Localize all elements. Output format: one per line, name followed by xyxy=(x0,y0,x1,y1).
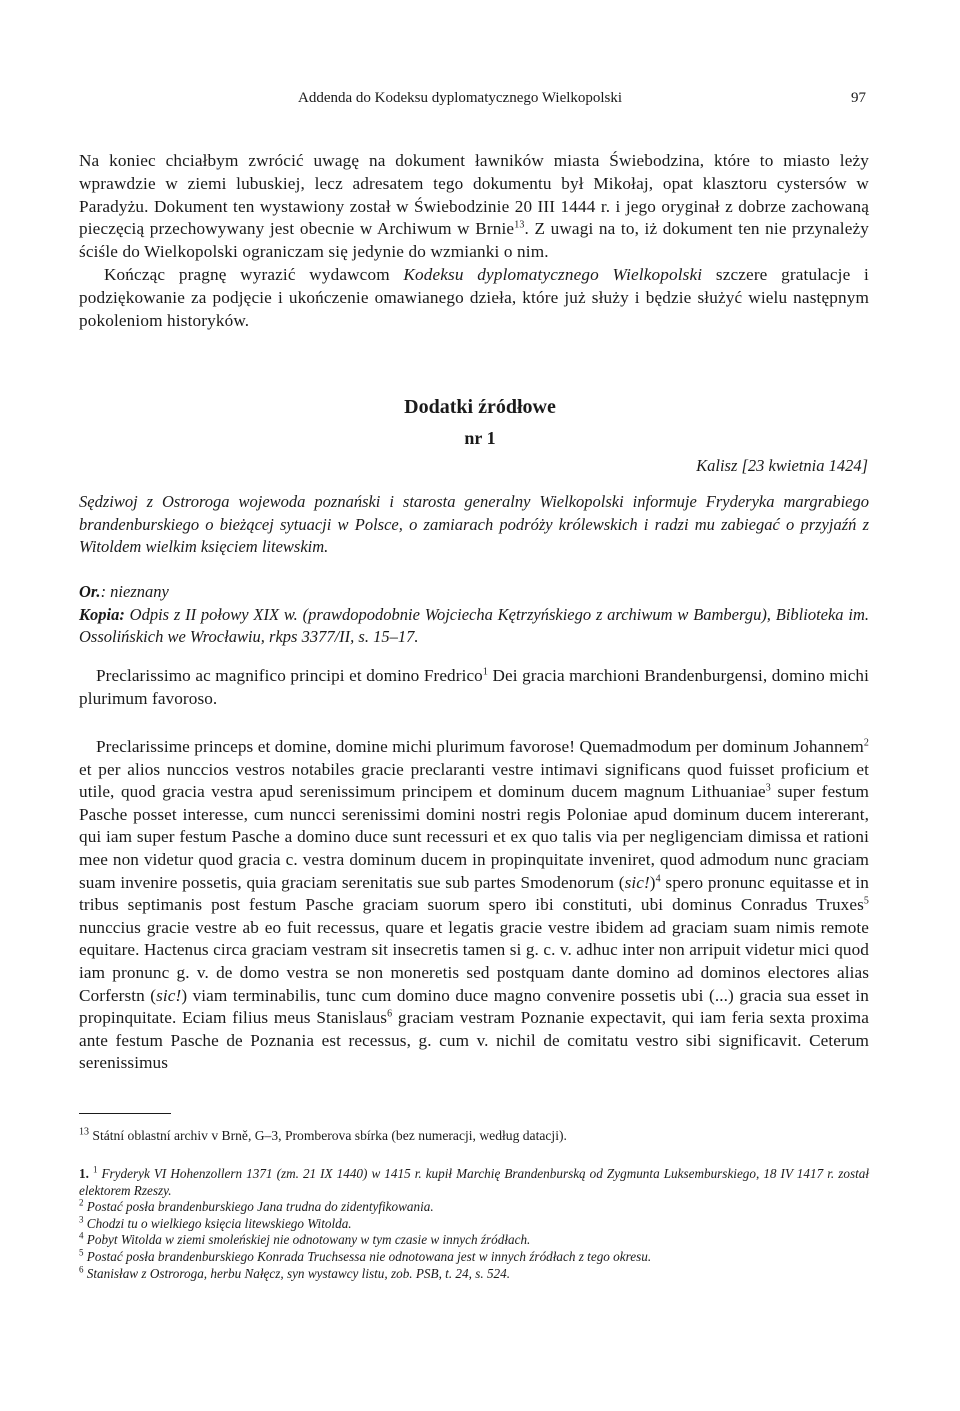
letter-body-part-b: et per alios nunccios vestros notabiles gracie preclaranti vestre intimavi significans quod fuisset proficium et utile, quod gracia vestra apud serenissimum principem et dominum ducem magnum Lithuaniae xyxy=(79,759,869,802)
note-6-number: 6 xyxy=(79,1264,84,1275)
note-5-number: 5 xyxy=(79,1247,84,1258)
footnote-ref-2: 2 xyxy=(863,737,869,749)
note-4-number: 4 xyxy=(79,1230,84,1241)
letter-body-part-e: spero pronunc equitasse et in tribus septimanis post festum Pasche graciam suorum spero ibi constituti, ubi dominus Conradus Truxes xyxy=(79,872,869,915)
note-1 xyxy=(79,1166,869,1199)
note-2 xyxy=(79,1199,869,1216)
original-label: Or. xyxy=(79,582,101,601)
document-number: nr 1 xyxy=(464,428,496,448)
copy-value: Odpis z II połowy XIX w. (prawdopodobnie Wojciecha Kętrzyńskiego z archiwum w Bambergu), Biblioteka im. Ossolińskich we Wrocławiu, rkps 3377/II, s. 15–17. xyxy=(79,604,869,646)
note-2-text: Postać posła brandenburskiego Jana trudna do zidentyfikowania. xyxy=(83,1199,434,1215)
note-3 xyxy=(79,1216,869,1233)
section-heading: Dodatki źródłowe xyxy=(404,396,556,418)
intro-p2-book-title: Kodeksu dyplomatycznego Wielkopolski xyxy=(403,264,703,284)
intro-paragraph-2 xyxy=(79,264,869,332)
letter-body-part-f: nunccius gracie vestre ab eo fuit recessus, quare et legatis gracie vestre ibidem ad graciam suam nimis remote equitare. Hactenus circa graciam vestram sit insecretis tamen si g. c. v. adhuc inter non arripuit videtur mici quod iam pronunc g. v. de domo vestra se non moneretis sed postquam dante domino ad dominos electores alias Corferstn ( xyxy=(79,917,869,1005)
footnote-13-number: 13 xyxy=(79,1126,89,1138)
note-3-number: 3 xyxy=(79,1214,84,1225)
letter-body-part-c: super festum Pasche posset interesse, cum nuncci serenissimi domini nostri regis Poloniae apud dominum ducem intererant, qui iam super festum Pasche a domino duce sunt recessuri et ex quo talis via per negligenciam dimissa et rationi mee non videtur quod gracia c. vestra dominum ducem in propinquitate inveniret, quod admodum nunc graciam suam invenire possetis, quia graciam serenitatis sue sub partes Smodenorum ( xyxy=(79,782,869,892)
regest: Sędziwoj z Ostroroga wojewoda poznański i starosta generalny Wielkopolski informuje Fryderyka margrabiego brandenburskiego o bieżącej sytuacji w Polsce, o zamiarach podróży królewskich i radzi mu zabiegać o przyjaźń z Witoldem wielkim księciem litewskim. xyxy=(79,492,869,556)
intro-p2-start: Kończąc pragnę wyrazić wydawcom xyxy=(104,264,404,284)
letter-body-part-a: Preclarissime princeps et domine, domine michi plurimum favorose! Quemadmodum per dominum Johannem xyxy=(96,737,864,756)
footnote-ref-1: 1 xyxy=(482,666,488,678)
letter-body-part-g: ) viam terminabilis, tunc cum domino duce magno convenire possetis ubi (...) gracia sua esset in propinquitate. Eciam filius meus Stanislaus xyxy=(79,985,869,1028)
letter-body-part-d: ) xyxy=(649,872,656,892)
page-number: 97 xyxy=(851,90,866,106)
letter-address-start: Preclarissimo ac magnifico principi et domino Fredrico xyxy=(96,666,483,685)
intro-p2-end: szczere gratulacje i podziękowanie za podjęcie i ukończenie omawianego dzieła, które już służy i będzie służyć wielu następnym pokoleniom historyków. xyxy=(79,264,869,330)
footnote-ref-13: 13 xyxy=(514,219,525,231)
note-2-number: 2 xyxy=(79,1197,84,1208)
edition-notes xyxy=(79,1166,869,1282)
footnote-13 xyxy=(79,1127,879,1145)
letter-body-part-h: graciam vestram Poznanie expectavit, qui iam feria sexta proxima ante festum Pasche de Poznania est recessus, g. cum v. nichil de comitatu vestro sibi significavit. Ceterum serenissimus xyxy=(79,1008,869,1073)
footnote-rule xyxy=(79,1113,171,1114)
letter-address xyxy=(79,665,869,710)
running-title: Addenda do Kodeksu dyplomatycznego Wielkopolski xyxy=(298,90,623,106)
note-6 xyxy=(79,1266,869,1283)
dateline: Kalisz [23 kwietnia 1424] xyxy=(696,456,868,475)
letter-body xyxy=(79,736,869,1075)
copy-label: Kopia: xyxy=(79,604,125,624)
letter-address-end: Dei gracia marchioni Brandenburgensi, domino michi plurimum favoroso. xyxy=(79,666,869,708)
original-line xyxy=(79,581,869,604)
intro-p1-text: Na koniec chciałbym zwrócić uwagę na dokument ławników miasta Świebodzina, które to miasto leży wprawdzie w ziemi lubuskiej, lecz adresatem tego dokumentu był Mikołaj, opat klasztoru cystersów w Paradyżu. Dokument ten wystawiony został w Świebodzinie 20 III 1444 r. i jego oryginał z dobrze zachowaną pieczęcią przechowywany jest obecnie w Archiwum w Brnie xyxy=(79,151,869,239)
note-5-text: Postać posła brandenburskiego Konrada Truchsessa nie odnotowana jest w innych źródłach z tego okresu. xyxy=(83,1248,652,1264)
intro-text xyxy=(79,150,869,332)
intro-p1-end: . Z uwagi na to, iż dokument ten nie przynależy ściśle do Wielkopolski ograniczam się jedynie do wzmianki o nim. xyxy=(79,219,869,262)
note-4 xyxy=(79,1232,869,1249)
running-header xyxy=(0,90,960,112)
note-5 xyxy=(79,1249,869,1266)
note-1-number: 1 xyxy=(92,1164,98,1175)
sic-mark-1: sic! xyxy=(624,872,650,892)
footnote-ref-3: 3 xyxy=(765,782,771,794)
footnote-13-text: Státní oblastní archiv v Brně, G–3, Promberova sbírka (bez numeracji, według datacji). xyxy=(89,1128,567,1143)
intro-paragraph-1 xyxy=(79,150,869,264)
copy-line xyxy=(79,604,869,649)
footnote-ref-5: 5 xyxy=(863,895,869,907)
note-1-text: Fryderyk VI Hohenzollern 1371 (zm. 21 IX 1440) w 1415 r. kupił Marchię Brandenburską od Zygmunta Luksemburskiego, 18 IV 1417 r. został elektorem Rzeszy. xyxy=(79,1166,869,1198)
note-1-label: 1. xyxy=(79,1166,89,1181)
note-3-text: Chodzi tu o wielkiego księcia litewskiego Witolda. xyxy=(83,1215,352,1231)
footnote-ref-6: 6 xyxy=(387,1008,393,1020)
sic-mark-2: sic! xyxy=(156,985,182,1005)
original-value: : nieznany xyxy=(100,582,169,601)
source-description xyxy=(79,581,869,649)
note-6-text: Stanisław z Ostroroga, herbu Nałęcz, syn wystawcy listu, zob. PSB, t. 24, s. 524. xyxy=(83,1265,511,1281)
footnote-ref-4: 4 xyxy=(655,872,661,884)
note-4-text: Pobyt Witolda w ziemi smoleńskiej nie odnotowany w tym czasie w innych źródłach. xyxy=(83,1232,531,1248)
